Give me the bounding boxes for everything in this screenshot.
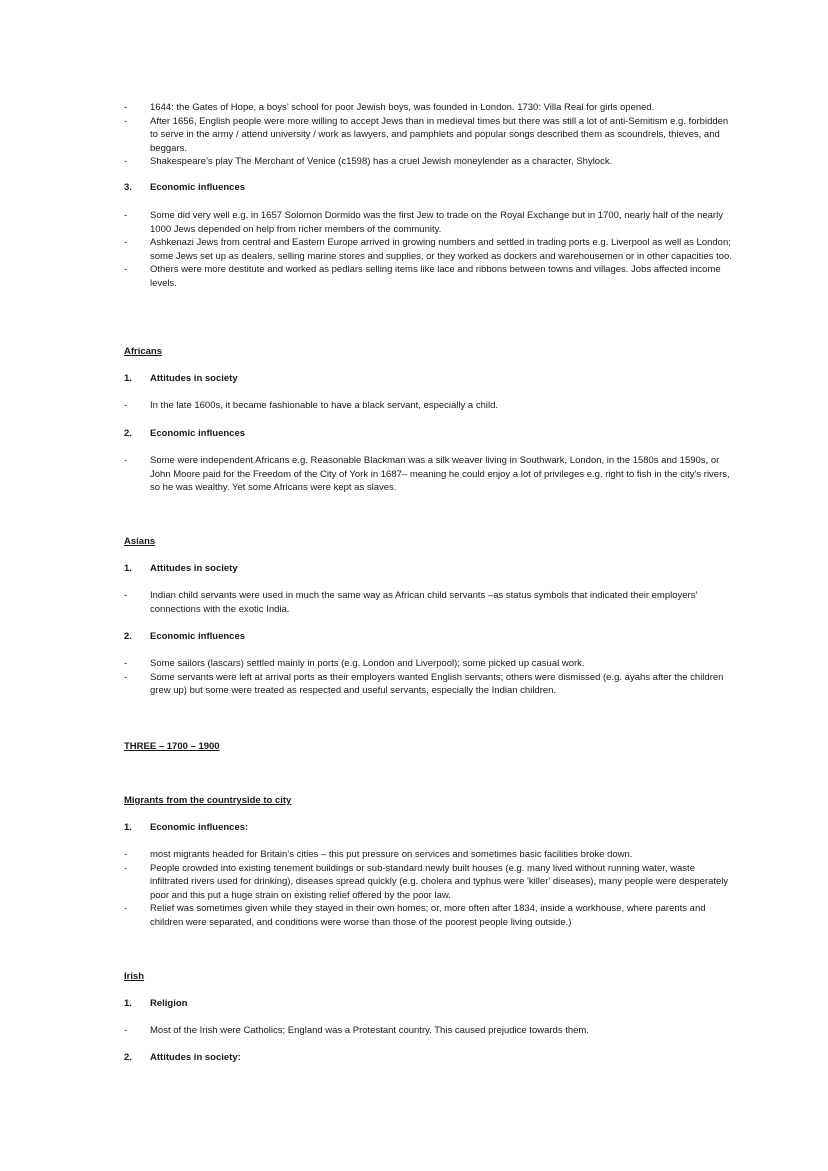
- list-item: - Some sailors (lascars) settled mainly in ports (e.g. London and Liverpool); some picked up casual work.: [124, 657, 736, 671]
- africans-attitudes-list: [124, 399, 736, 413]
- heading-number: 2.: [124, 1052, 132, 1063]
- irish-religion-heading: [124, 997, 187, 1011]
- heading-number: 2.: [124, 631, 132, 642]
- jews-economic-heading: [124, 181, 245, 195]
- asians-section-title: Asians: [124, 536, 156, 547]
- migrants-economic-list: [124, 848, 736, 930]
- jews-bullet-list: [124, 101, 736, 169]
- list-item: - Some servants were left at arrival ports as their employers wanted English servants; others were dismissed (e.g. ayahs after the children grew up) but some were treated as respected and useful servants, especially the Indian children.: [124, 671, 736, 698]
- list-item: - In the late 1600s, it became fashionable to have a black servant, especially a child.: [124, 399, 736, 413]
- asians-attitudes-heading: [124, 562, 238, 576]
- list-item: - most migrants headed for Britain’s cities – this put pressure on services and sometimes basic facilities broke down.: [124, 848, 736, 862]
- jews-economic-list: [124, 209, 736, 291]
- list-item: - After 1656, English people were more willing to accept Jews than in medieval times but there was still a lot of anti-Semitism e.g. forbidden to serve in the army / attend university / work as lawyers, and pamphlets and popular songs described them as scoundrels, thieves, and beggars.: [124, 115, 736, 156]
- list-item: - Shakespeare’s play The Merchant of Venice (c1598) has a cruel Jewish moneylender as a character, Shylock.: [124, 155, 736, 169]
- irish-attitudes-heading: [124, 1051, 241, 1065]
- asians-economic-heading: [124, 630, 245, 644]
- heading-text: Economic influences: [150, 631, 246, 642]
- list-item: - Some were independent Africans e.g. Reasonable Blackman was a silk weaver living in Southwark, London, in the 1580s and 1590s, or John Moore paid for the Freedom of the City of York in 1687– meaning he could enjoy a lot of privileges e.g. right to fish in the city’s rivers, so he was wealthy. Yet some Africans were kept as slaves.: [124, 454, 736, 495]
- list-item: - Ashkenazi Jews from central and Eastern Europe arrived in growing numbers and settled in trading ports e.g. Liverpool as well as London; some Jews set up as dealers, selling marine stores and supplies, or they worked as dockers and warehousemen or in other capacities too.: [124, 236, 736, 263]
- heading-number: 1.: [124, 563, 132, 574]
- asians-economic-list: [124, 657, 736, 698]
- list-item: - Some did very well e.g. in 1657 Solomon Dormido was the first Jew to trade on the Royal Exchange but in 1700, nearly half of the nearly 1000 Jews depended on help from richer members of the community.: [124, 209, 736, 236]
- migrants-economic-heading: [124, 821, 248, 835]
- asians-attitudes-list: [124, 589, 736, 616]
- list-item: - 1644: the Gates of Hope, a boys’ school for poor Jewish boys, was founded in London. 1730: Villa Real for girls opened.: [124, 101, 736, 115]
- heading-text: Religion: [150, 998, 188, 1009]
- heading-number: 1.: [124, 998, 132, 1009]
- list-item: - Indian child servants were used in much the same way as African child servants –as status symbols that indicated their employers’ connections with the exotic India.: [124, 589, 736, 616]
- list-item: - Others were more destitute and worked as pedlars selling items like lace and ribbons between towns and villages. Jobs affected income levels.: [124, 263, 736, 290]
- period-three-title: THREE – 1700 – 1900: [124, 741, 220, 752]
- heading-number: 1.: [124, 822, 132, 833]
- irish-section-title: Irish: [124, 971, 145, 982]
- heading-number: 2.: [124, 428, 132, 439]
- heading-text: Economic influences:: [150, 822, 249, 833]
- africans-attitudes-heading: [124, 372, 238, 386]
- africans-economic-list: [124, 454, 736, 495]
- africans-economic-heading: [124, 427, 245, 441]
- heading-text: Attitudes in society: [150, 563, 238, 574]
- heading-text: Economic influences: [150, 428, 246, 439]
- heading-number: 1.: [124, 373, 132, 384]
- migrants-section-title: Migrants from the countryside to city: [124, 795, 292, 806]
- list-item: - Most of the Irish were Catholics; England was a Protestant country. This caused prejudice towards them.: [124, 1024, 736, 1038]
- list-item: - People crowded into existing tenement buildings or sub-standard newly built houses (e.g. many lived without running water, waste infiltrated rivers used for drinking), diseases spread quickly (e.g. cholera and typhus were 'killer' diseases), many people were desperately poor and this put a huge strain on existing relief offered by the poor law.: [124, 862, 736, 903]
- irish-religion-list: [124, 1024, 736, 1038]
- heading-number: 3.: [124, 182, 132, 193]
- africans-section-title: Africans: [124, 346, 163, 357]
- heading-text: Attitudes in society: [150, 373, 238, 384]
- heading-text: Economic influences: [150, 182, 246, 193]
- list-item: - Relief was sometimes given while they stayed in their own homes; or, more often after 1834, inside a workhouse, where parents and children were separated, and conditions were worse than those of the poorest people living outside.): [124, 902, 736, 929]
- heading-text: Attitudes in society:: [150, 1052, 241, 1063]
